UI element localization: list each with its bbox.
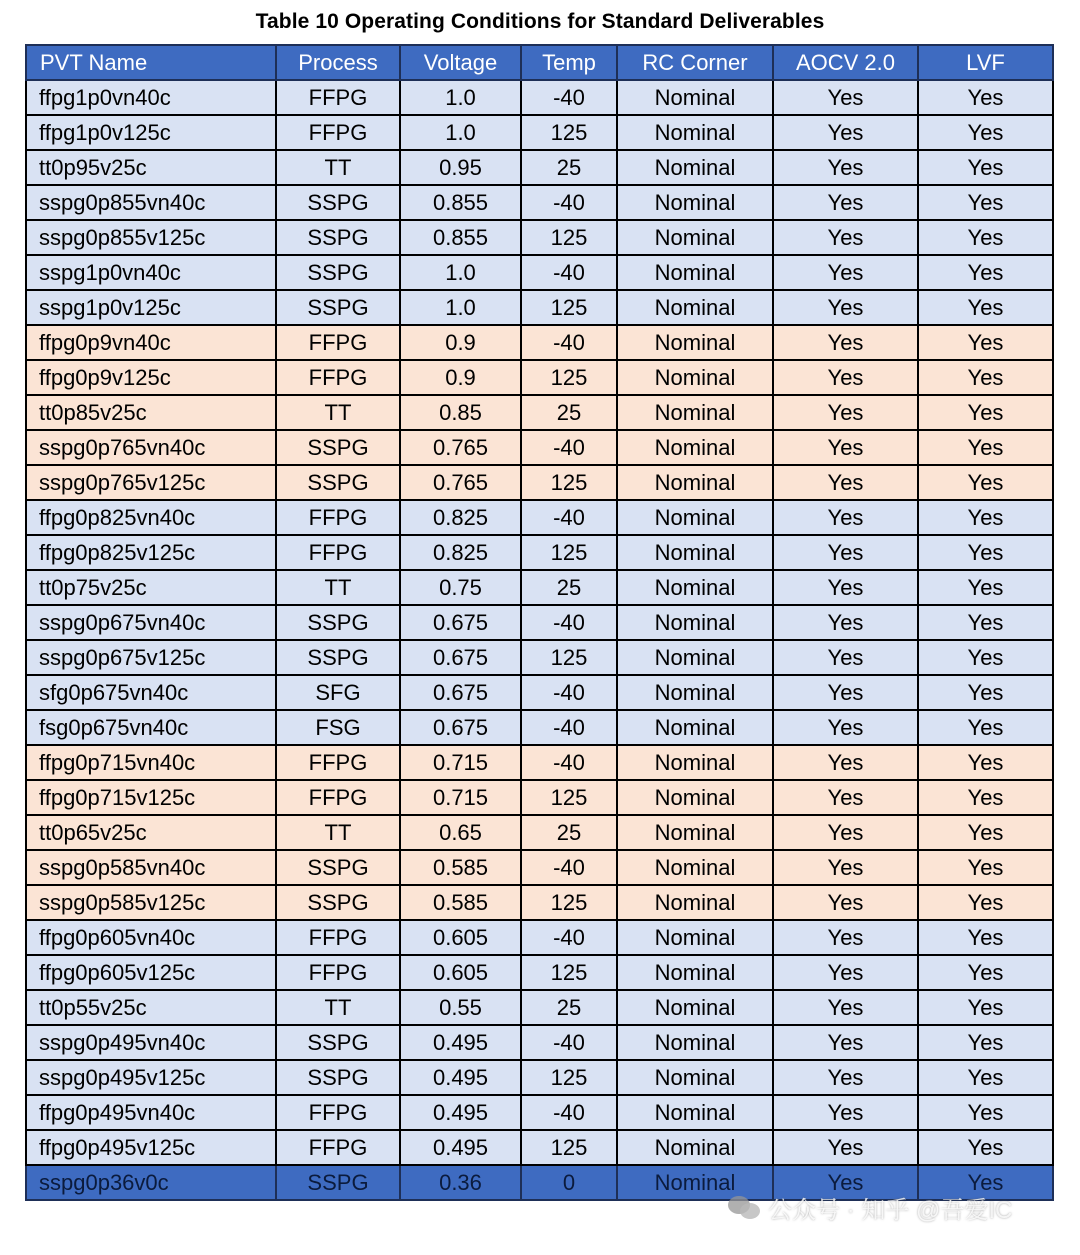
cell-pvt-name: tt0p95v25c — [26, 150, 276, 185]
cell-voltage: 0.585 — [400, 850, 521, 885]
cell-voltage: 1.0 — [400, 80, 521, 115]
header-row — [26, 45, 1053, 80]
cell-lvf: Yes — [918, 1025, 1053, 1060]
cell-rc-corner: Nominal — [617, 220, 773, 255]
table-row — [26, 465, 1053, 500]
cell-rc-corner: Nominal — [617, 885, 773, 920]
table-body — [26, 80, 1053, 1200]
cell-voltage: 0.65 — [400, 815, 521, 850]
cell-voltage: 0.9 — [400, 325, 521, 360]
table-row — [26, 675, 1053, 710]
cell-process: TT — [276, 815, 400, 850]
watermark-text: 公众号 · 知乎 @吾爱IC — [768, 1197, 1013, 1224]
cell-temp: 125 — [521, 535, 617, 570]
cell-lvf: Yes — [918, 150, 1053, 185]
cell-rc-corner: Nominal — [617, 1165, 773, 1200]
cell-pvt-name: tt0p75v25c — [26, 570, 276, 605]
cell-rc-corner: Nominal — [617, 535, 773, 570]
cell-pvt-name: sspg0p585v125c — [26, 885, 276, 920]
cell-pvt-name: sspg1p0v125c — [26, 290, 276, 325]
cell-process: FFPG — [276, 955, 400, 990]
cell-lvf: Yes — [918, 290, 1053, 325]
cell-temp: -40 — [521, 185, 617, 220]
cell-process: FFPG — [276, 1095, 400, 1130]
cell-aocv: Yes — [773, 640, 918, 675]
cell-pvt-name: sspg0p675v125c — [26, 640, 276, 675]
cell-temp: 125 — [521, 360, 617, 395]
cell-aocv: Yes — [773, 710, 918, 745]
cell-rc-corner: Nominal — [617, 115, 773, 150]
cell-temp: -40 — [521, 255, 617, 290]
table-row — [26, 955, 1053, 990]
cell-pvt-name: ffpg1p0v125c — [26, 115, 276, 150]
cell-aocv: Yes — [773, 1095, 918, 1130]
cell-rc-corner: Nominal — [617, 1025, 773, 1060]
cell-aocv: Yes — [773, 500, 918, 535]
cell-lvf: Yes — [918, 640, 1053, 675]
table-row — [26, 885, 1053, 920]
cell-rc-corner: Nominal — [617, 465, 773, 500]
table-row — [26, 815, 1053, 850]
cell-process: SSPG — [276, 850, 400, 885]
cell-process: SSPG — [276, 430, 400, 465]
cell-process: SSPG — [276, 1060, 400, 1095]
cell-voltage: 0.765 — [400, 430, 521, 465]
cell-temp: -40 — [521, 1025, 617, 1060]
cell-process: FFPG — [276, 920, 400, 955]
cell-temp: 125 — [521, 885, 617, 920]
cell-voltage: 0.495 — [400, 1095, 521, 1130]
cell-lvf: Yes — [918, 360, 1053, 395]
cell-voltage: 0.715 — [400, 745, 521, 780]
cell-lvf: Yes — [918, 220, 1053, 255]
cell-rc-corner: Nominal — [617, 955, 773, 990]
cell-pvt-name: tt0p55v25c — [26, 990, 276, 1025]
cell-process: TT — [276, 150, 400, 185]
cell-temp: -40 — [521, 675, 617, 710]
cell-temp: -40 — [521, 745, 617, 780]
cell-process: SSPG — [276, 885, 400, 920]
cell-rc-corner: Nominal — [617, 570, 773, 605]
cell-aocv: Yes — [773, 1025, 918, 1060]
cell-voltage: 0.855 — [400, 185, 521, 220]
cell-rc-corner: Nominal — [617, 780, 773, 815]
table-row — [26, 1165, 1053, 1200]
cell-temp: 25 — [521, 395, 617, 430]
cell-aocv: Yes — [773, 430, 918, 465]
cell-lvf: Yes — [918, 80, 1053, 115]
cell-aocv: Yes — [773, 1060, 918, 1095]
cell-rc-corner: Nominal — [617, 745, 773, 780]
cell-pvt-name: sfg0p675vn40c — [26, 675, 276, 710]
cell-temp: -40 — [521, 1095, 617, 1130]
cell-aocv: Yes — [773, 850, 918, 885]
cell-pvt-name: sspg0p855v125c — [26, 220, 276, 255]
operating-conditions-table — [25, 44, 1054, 1201]
cell-pvt-name: sspg0p765v125c — [26, 465, 276, 500]
table-row — [26, 115, 1053, 150]
cell-process: FFPG — [276, 500, 400, 535]
table-row — [26, 500, 1053, 535]
cell-pvt-name: ffpg0p495v125c — [26, 1130, 276, 1165]
table-row — [26, 185, 1053, 220]
cell-lvf: Yes — [918, 325, 1053, 360]
cell-voltage: 1.0 — [400, 290, 521, 325]
cell-rc-corner: Nominal — [617, 185, 773, 220]
table-row — [26, 395, 1053, 430]
cell-voltage: 0.605 — [400, 920, 521, 955]
cell-voltage: 0.675 — [400, 675, 521, 710]
cell-aocv: Yes — [773, 1165, 918, 1200]
cell-process: FFPG — [276, 325, 400, 360]
cell-voltage: 0.675 — [400, 605, 521, 640]
cell-pvt-name: tt0p85v25c — [26, 395, 276, 430]
cell-temp: 125 — [521, 115, 617, 150]
column-header-aocv: AOCV 2.0 — [773, 45, 918, 80]
cell-lvf: Yes — [918, 990, 1053, 1025]
table-row — [26, 80, 1053, 115]
cell-voltage: 0.605 — [400, 955, 521, 990]
cell-pvt-name: ffpg0p9v125c — [26, 360, 276, 395]
cell-rc-corner: Nominal — [617, 80, 773, 115]
cell-voltage: 0.855 — [400, 220, 521, 255]
cell-process: FFPG — [276, 360, 400, 395]
cell-pvt-name: sspg0p675vn40c — [26, 605, 276, 640]
cell-process: FFPG — [276, 780, 400, 815]
cell-lvf: Yes — [918, 430, 1053, 465]
cell-process: SSPG — [276, 1025, 400, 1060]
cell-aocv: Yes — [773, 885, 918, 920]
cell-process: SFG — [276, 675, 400, 710]
cell-temp: -40 — [521, 80, 617, 115]
cell-voltage: 0.585 — [400, 885, 521, 920]
cell-temp: -40 — [521, 325, 617, 360]
cell-process: SSPG — [276, 290, 400, 325]
table-row — [26, 605, 1053, 640]
cell-pvt-name: sspg0p495vn40c — [26, 1025, 276, 1060]
cell-voltage: 0.825 — [400, 535, 521, 570]
cell-temp: 125 — [521, 1130, 617, 1165]
column-header-lvf: LVF — [918, 45, 1053, 80]
cell-process: FFPG — [276, 115, 400, 150]
cell-aocv: Yes — [773, 570, 918, 605]
cell-aocv: Yes — [773, 185, 918, 220]
cell-rc-corner: Nominal — [617, 675, 773, 710]
cell-aocv: Yes — [773, 675, 918, 710]
cell-aocv: Yes — [773, 115, 918, 150]
cell-voltage: 0.55 — [400, 990, 521, 1025]
cell-pvt-name: ffpg0p825vn40c — [26, 500, 276, 535]
table-row — [26, 325, 1053, 360]
table-row — [26, 1025, 1053, 1060]
cell-pvt-name: sspg0p765vn40c — [26, 430, 276, 465]
cell-process: SSPG — [276, 605, 400, 640]
cell-lvf: Yes — [918, 675, 1053, 710]
cell-voltage: 0.75 — [400, 570, 521, 605]
cell-temp: 25 — [521, 570, 617, 605]
cell-aocv: Yes — [773, 955, 918, 990]
cell-rc-corner: Nominal — [617, 640, 773, 675]
cell-voltage: 0.675 — [400, 710, 521, 745]
cell-aocv: Yes — [773, 80, 918, 115]
cell-process: FFPG — [276, 745, 400, 780]
cell-process: SSPG — [276, 465, 400, 500]
cell-process: SSPG — [276, 1165, 400, 1200]
cell-rc-corner: Nominal — [617, 815, 773, 850]
cell-pvt-name: sspg0p855vn40c — [26, 185, 276, 220]
cell-rc-corner: Nominal — [617, 710, 773, 745]
cell-temp: 125 — [521, 290, 617, 325]
cell-rc-corner: Nominal — [617, 920, 773, 955]
cell-lvf: Yes — [918, 115, 1053, 150]
cell-aocv: Yes — [773, 920, 918, 955]
cell-process: SSPG — [276, 185, 400, 220]
table-title: Table 10 Operating Conditions for Standard Deliverables — [255, 10, 825, 33]
cell-lvf: Yes — [918, 1095, 1053, 1130]
cell-voltage: 0.765 — [400, 465, 521, 500]
cell-aocv: Yes — [773, 395, 918, 430]
cell-voltage: 1.0 — [400, 255, 521, 290]
table-row — [26, 570, 1053, 605]
cell-rc-corner: Nominal — [617, 150, 773, 185]
table-row — [26, 990, 1053, 1025]
cell-rc-corner: Nominal — [617, 1095, 773, 1130]
cell-voltage: 1.0 — [400, 115, 521, 150]
cell-process: FFPG — [276, 80, 400, 115]
cell-aocv: Yes — [773, 745, 918, 780]
cell-aocv: Yes — [773, 605, 918, 640]
table-row — [26, 710, 1053, 745]
cell-lvf: Yes — [918, 1165, 1053, 1200]
cell-aocv: Yes — [773, 990, 918, 1025]
table-row — [26, 535, 1053, 570]
cell-pvt-name: sspg0p36v0c — [26, 1165, 276, 1200]
cell-process: SSPG — [276, 255, 400, 290]
column-header-temp: Temp — [521, 45, 617, 80]
cell-temp: -40 — [521, 710, 617, 745]
cell-voltage: 0.85 — [400, 395, 521, 430]
cell-pvt-name: tt0p65v25c — [26, 815, 276, 850]
cell-lvf: Yes — [918, 465, 1053, 500]
cell-process: FFPG — [276, 1130, 400, 1165]
table-row — [26, 1060, 1053, 1095]
cell-temp: 25 — [521, 990, 617, 1025]
cell-process: FSG — [276, 710, 400, 745]
cell-aocv: Yes — [773, 815, 918, 850]
cell-aocv: Yes — [773, 325, 918, 360]
table-row — [26, 1130, 1053, 1165]
cell-aocv: Yes — [773, 535, 918, 570]
cell-voltage: 0.715 — [400, 780, 521, 815]
cell-pvt-name: fsg0p675vn40c — [26, 710, 276, 745]
table-row — [26, 780, 1053, 815]
cell-rc-corner: Nominal — [617, 430, 773, 465]
cell-rc-corner: Nominal — [617, 990, 773, 1025]
cell-voltage: 0.36 — [400, 1165, 521, 1200]
cell-pvt-name: ffpg0p605vn40c — [26, 920, 276, 955]
cell-temp: 125 — [521, 465, 617, 500]
table-row — [26, 1095, 1053, 1130]
table-row — [26, 745, 1053, 780]
cell-temp: 125 — [521, 640, 617, 675]
cell-lvf: Yes — [918, 955, 1053, 990]
cell-rc-corner: Nominal — [617, 395, 773, 430]
cell-rc-corner: Nominal — [617, 1060, 773, 1095]
table-row — [26, 920, 1053, 955]
cell-voltage: 0.95 — [400, 150, 521, 185]
cell-process: TT — [276, 395, 400, 430]
cell-pvt-name: sspg0p495v125c — [26, 1060, 276, 1095]
cell-rc-corner: Nominal — [617, 605, 773, 640]
cell-aocv: Yes — [773, 220, 918, 255]
cell-lvf: Yes — [918, 605, 1053, 640]
table-row — [26, 290, 1053, 325]
cell-process: SSPG — [276, 640, 400, 675]
cell-lvf: Yes — [918, 815, 1053, 850]
cell-lvf: Yes — [918, 395, 1053, 430]
column-header-voltage: Voltage — [400, 45, 521, 80]
table-row — [26, 220, 1053, 255]
cell-pvt-name: sspg1p0vn40c — [26, 255, 276, 290]
cell-pvt-name: ffpg0p715vn40c — [26, 745, 276, 780]
cell-temp: -40 — [521, 605, 617, 640]
cell-pvt-name: ffpg0p9vn40c — [26, 325, 276, 360]
cell-lvf: Yes — [918, 255, 1053, 290]
cell-temp: -40 — [521, 500, 617, 535]
cell-pvt-name: ffpg0p495vn40c — [26, 1095, 276, 1130]
cell-rc-corner: Nominal — [617, 290, 773, 325]
cell-aocv: Yes — [773, 465, 918, 500]
cell-rc-corner: Nominal — [617, 255, 773, 290]
cell-rc-corner: Nominal — [617, 1130, 773, 1165]
column-header-process: Process — [276, 45, 400, 80]
cell-process: TT — [276, 570, 400, 605]
cell-voltage: 0.495 — [400, 1025, 521, 1060]
cell-rc-corner: Nominal — [617, 325, 773, 360]
cell-lvf: Yes — [918, 885, 1053, 920]
cell-temp: 125 — [521, 1060, 617, 1095]
cell-aocv: Yes — [773, 360, 918, 395]
cell-voltage: 0.9 — [400, 360, 521, 395]
cell-temp: 25 — [521, 815, 617, 850]
cell-temp: -40 — [521, 430, 617, 465]
cell-pvt-name: ffpg0p605v125c — [26, 955, 276, 990]
cell-lvf: Yes — [918, 920, 1053, 955]
cell-lvf: Yes — [918, 500, 1053, 535]
cell-process: FFPG — [276, 535, 400, 570]
cell-lvf: Yes — [918, 1060, 1053, 1095]
cell-voltage: 0.675 — [400, 640, 521, 675]
table-row — [26, 850, 1053, 885]
table-row — [26, 150, 1053, 185]
cell-lvf: Yes — [918, 570, 1053, 605]
cell-aocv: Yes — [773, 1130, 918, 1165]
cell-voltage: 0.495 — [400, 1060, 521, 1095]
cell-pvt-name: ffpg0p825v125c — [26, 535, 276, 570]
cell-process: TT — [276, 990, 400, 1025]
cell-voltage: 0.825 — [400, 500, 521, 535]
cell-rc-corner: Nominal — [617, 850, 773, 885]
column-header-rc-corner: RC Corner — [617, 45, 773, 80]
cell-aocv: Yes — [773, 290, 918, 325]
cell-aocv: Yes — [773, 780, 918, 815]
cell-lvf: Yes — [918, 1130, 1053, 1165]
cell-temp: 125 — [521, 780, 617, 815]
cell-lvf: Yes — [918, 850, 1053, 885]
cell-lvf: Yes — [918, 745, 1053, 780]
table-row — [26, 255, 1053, 290]
column-header-pvt-name: PVT Name — [26, 45, 276, 80]
cell-pvt-name: ffpg0p715v125c — [26, 780, 276, 815]
cell-rc-corner: Nominal — [617, 360, 773, 395]
cell-temp: 0 — [521, 1165, 617, 1200]
cell-aocv: Yes — [773, 255, 918, 290]
cell-temp: 25 — [521, 150, 617, 185]
cell-temp: 125 — [521, 955, 617, 990]
cell-voltage: 0.495 — [400, 1130, 521, 1165]
cell-aocv: Yes — [773, 150, 918, 185]
table-row — [26, 360, 1053, 395]
table-row — [26, 430, 1053, 465]
cell-lvf: Yes — [918, 710, 1053, 745]
cell-pvt-name: ffpg1p0vn40c — [26, 80, 276, 115]
cell-lvf: Yes — [918, 780, 1053, 815]
cell-temp: 125 — [521, 220, 617, 255]
table-row — [26, 640, 1053, 675]
cell-temp: -40 — [521, 920, 617, 955]
cell-rc-corner: Nominal — [617, 500, 773, 535]
cell-lvf: Yes — [918, 185, 1053, 220]
cell-temp: -40 — [521, 850, 617, 885]
cell-process: SSPG — [276, 220, 400, 255]
cell-lvf: Yes — [918, 535, 1053, 570]
cell-pvt-name: sspg0p585vn40c — [26, 850, 276, 885]
